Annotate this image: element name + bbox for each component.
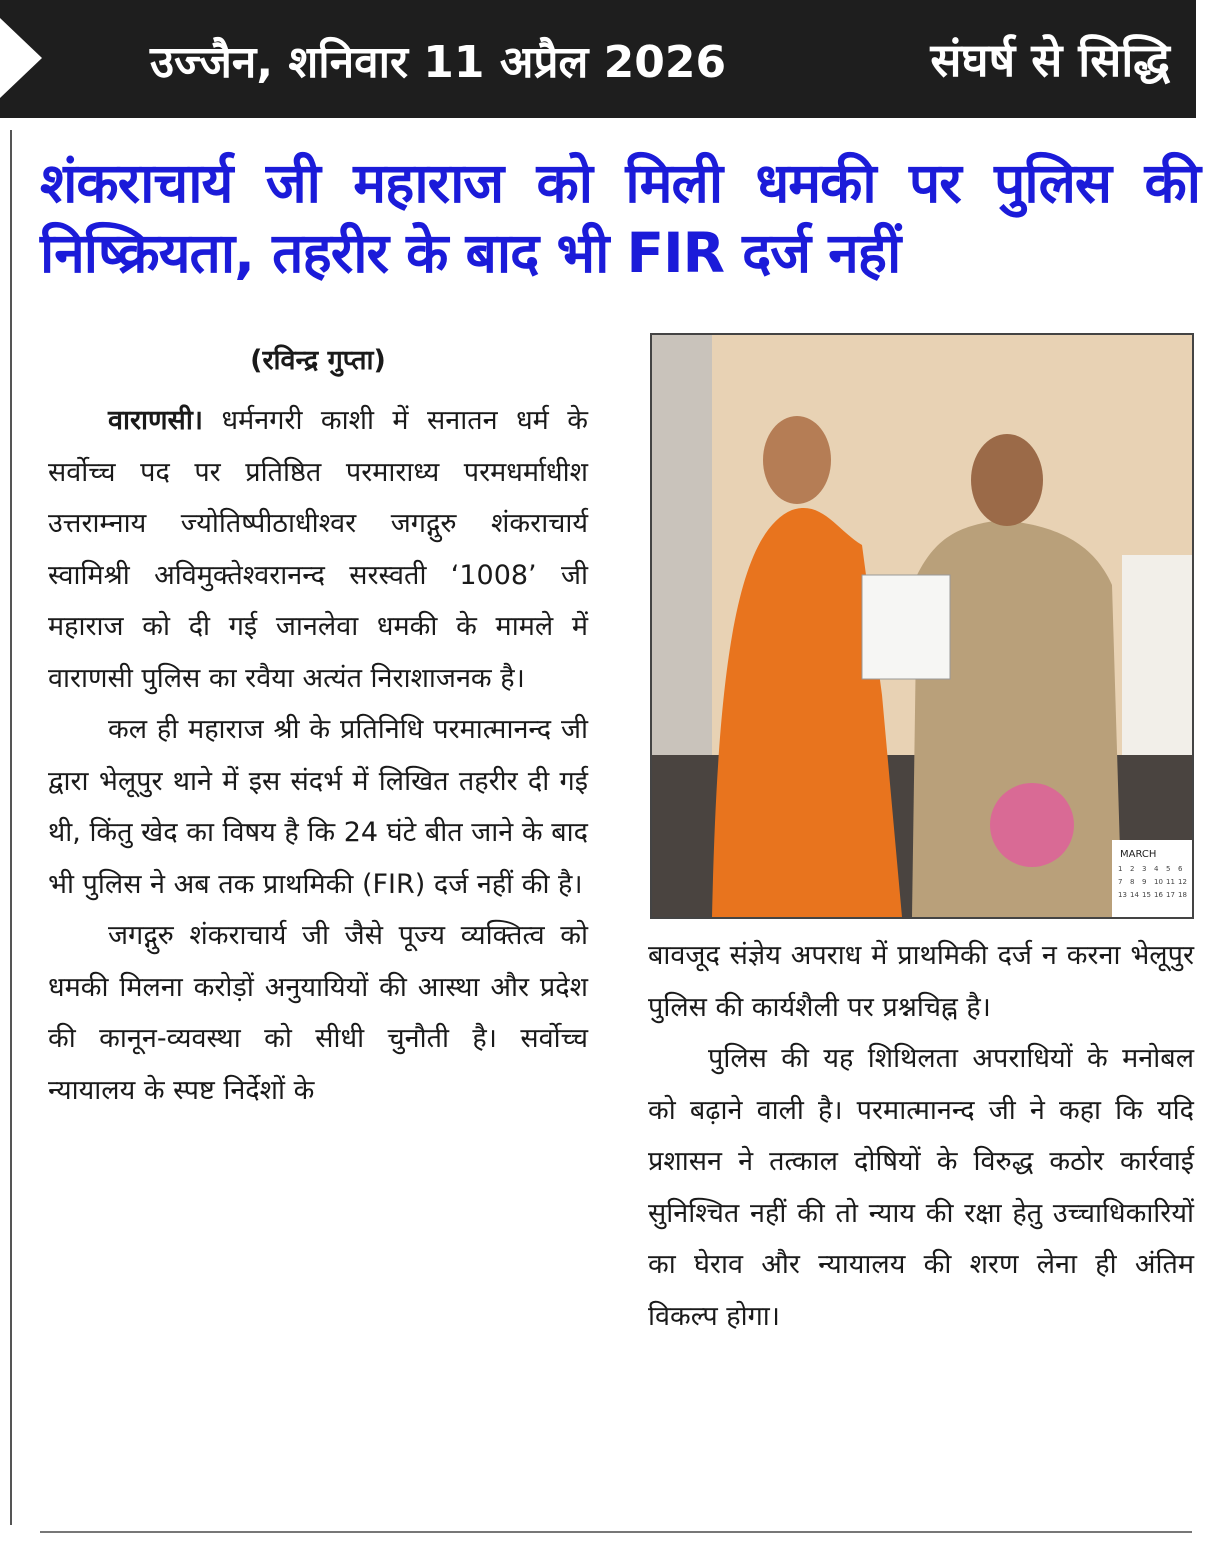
paragraph-1-text: धर्मनगरी काशी में सनातन धर्म के सर्वोच्च पद पर प्रतिष्ठित परमाराध्य परमधर्माधीश उत्तराम्नाय ज्योतिष्पीठाधीश्वर जगद्गुरु शंकराचार्य स्वामिश्री अविमुक्तेश्वरानन्द सरस्वती ‘1008’ जी महाराज को दी गई जानलेवा धमकी के मामले में वाराणसी पुलिस का रवैया अत्यंत निराशाजनक है। (48, 405, 588, 694)
photo-person-right-head (971, 434, 1043, 526)
masthead (0, 0, 1196, 118)
calendar-day: 18 (1178, 891, 1187, 899)
calendar-day: 16 (1154, 891, 1163, 899)
paragraph-3: जगद्गुरु शंकराचार्य जी जैसे पूज्य व्यक्तित्व को धमकी मिलना करोड़ों अनुयायियों की आस्था और प्रदेश की कानून-व्यवस्था को सीधी चुनौती है। सर्वोच्च न्यायालय के स्पष्ट निर्देशों के (48, 920, 588, 1106)
paragraph-2: कल ही महाराज श्री के प्रतिनिधि परमात्मानन्द जी द्वारा भेलूपुर थाने में इस संदर्भ में लिखित तहरीर दी गई थी, किंतु खेद का विषय है कि 24 घंटे बीत जाने के बाद भी पुलिस ने अब तक प्राथमिकी (FIR) दर्ज नहीं की है। (48, 714, 588, 900)
photo-document (862, 575, 950, 679)
calendar-day: 15 (1142, 891, 1151, 899)
paragraph-5: पुलिस की यह शिथिलता अपराधियों के मनोबल को बढ़ाने वाली है। परमात्मानन्द जी ने कहा कि यदि प्रशासन ने तत्काल दोषियों के विरुद्ध कठोर कार्रवाई सुनिश्चित नहीं की तो न्याय की रक्षा हेतु उच्चाधिकारियों का घेराव और न्यायालय की शरण लेना ही अंतिम विकल्प होगा। (648, 1043, 1194, 1332)
calendar-day: 5 (1166, 865, 1171, 873)
left-margin-rule (10, 130, 12, 1525)
photo-person-left-head (763, 416, 831, 504)
calendar-day: 14 (1130, 891, 1139, 899)
calendar-day: 2 (1130, 865, 1135, 873)
photo-flowers (990, 783, 1074, 867)
dateline: उज्जैन, शनिवार 11 अप्रैल 2026 (150, 37, 727, 88)
headline: शंकराचार्य जी महाराज को मिली धमकी पर पुलिस की निष्क्रियता, तहरीर के बाद भी FIR दर्ज नहीं (40, 151, 1200, 285)
article-column-left (48, 395, 588, 1116)
calendar-day: 7 (1118, 878, 1123, 886)
masthead-arrow (0, 18, 42, 98)
calendar-month-label: MARCH (1120, 849, 1157, 860)
calendar-day: 13 (1118, 891, 1127, 899)
calendar-day: 10 (1154, 878, 1163, 886)
calendar-day: 11 (1166, 878, 1175, 886)
calendar-day: 6 (1178, 865, 1183, 873)
calendar-day: 9 (1142, 878, 1147, 886)
bottom-rule (40, 1531, 1192, 1533)
photo-illustration (652, 335, 1192, 917)
calendar-day: 4 (1154, 865, 1159, 873)
calendar-day: 8 (1130, 878, 1135, 886)
byline: (रविन्द्र गुप्ता) (250, 345, 386, 376)
calendar-day: 3 (1142, 865, 1147, 873)
article-column-right (648, 930, 1194, 1342)
paragraph-1 (48, 395, 588, 704)
paragraph-4: बावजूद संज्ञेय अपराध में प्राथमिकी दर्ज न करना भेलूपुर पुलिस की कार्यशैली पर प्रश्नचिह्न है। (648, 940, 1194, 1023)
photo-blinds (652, 335, 712, 755)
slogan: संघर्ष से सिद्धि (930, 33, 1170, 87)
calendar-day: 1 (1118, 865, 1123, 873)
calendar-day: 12 (1178, 878, 1187, 886)
article-photo (650, 333, 1194, 919)
calendar-day: 17 (1166, 891, 1175, 899)
lead-place: वाराणसी। (108, 405, 204, 436)
